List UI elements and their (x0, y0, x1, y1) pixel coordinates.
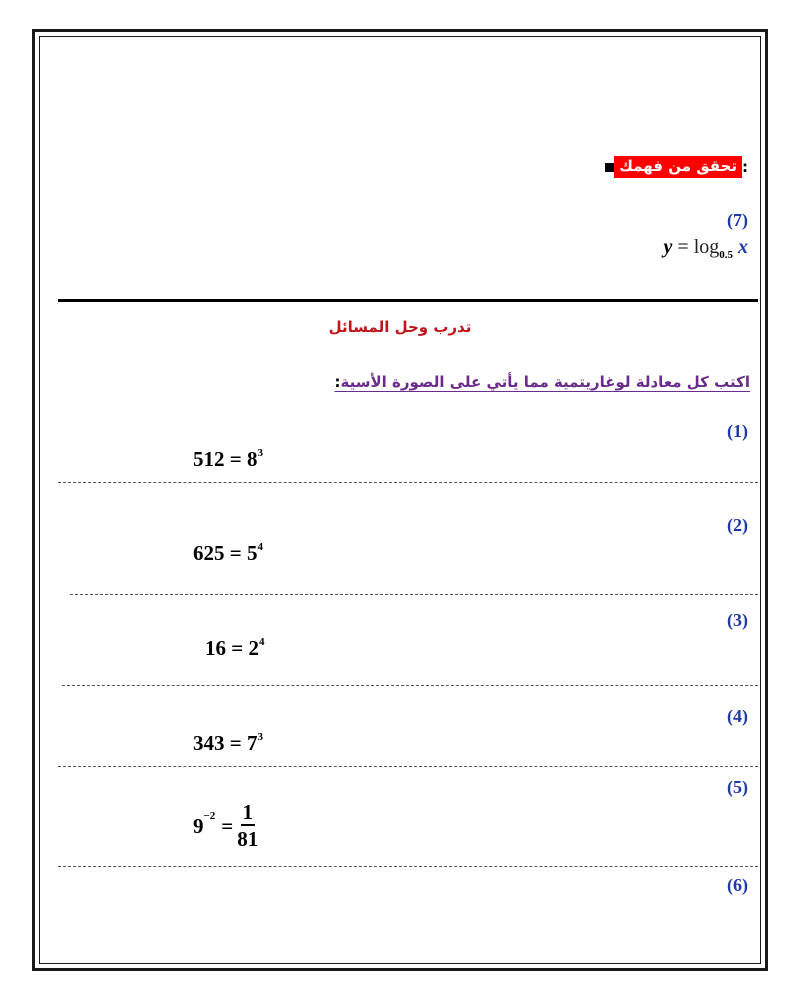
exercise-3-left: 16 = 2 (205, 636, 259, 660)
problem-7-number: (7) (727, 210, 748, 230)
exercise-2-left: 625 = 5 (193, 541, 258, 565)
exercise-5-denominator: 81 (237, 827, 259, 851)
exercise-5-equation (193, 800, 258, 852)
exercise-5-numerator: 1 (242, 800, 253, 824)
exercise-3-exponent: 4 (258, 636, 265, 648)
practice-instruction-text: اكتب كل معادلة لوغاريتمية مما يأتي على الصورة الأسية (340, 373, 750, 391)
exercise-4-equation (193, 731, 263, 756)
exercise-5-fraction (237, 800, 258, 852)
answer-line-3 (62, 685, 758, 686)
check-understanding-heading (601, 156, 750, 178)
problem-7-arg: x (738, 236, 748, 258)
answer-line-4 (58, 766, 758, 767)
practice-instruction (335, 373, 750, 391)
exercise-5-equals: = (221, 813, 234, 838)
exercise-3-equation (205, 636, 264, 661)
exercise-5-exponent: −2 (203, 810, 216, 822)
problem-7-equation (664, 236, 748, 259)
problem-7-equals: = (677, 236, 689, 258)
answer-line-1 (58, 482, 758, 483)
exercise-4-number: (4) (727, 706, 748, 726)
problem-7-log: log (693, 236, 720, 258)
exercise-2-equation (193, 541, 263, 566)
exercise-1-left: 512 = 8 (193, 447, 258, 471)
exercise-6-number: (6) (727, 875, 748, 895)
problem-7-base: 0.5 (719, 249, 733, 261)
answer-line-5 (58, 866, 758, 867)
check-understanding-title: تحقق من فهمك (614, 156, 742, 178)
exercise-5-base: 9 (193, 813, 204, 838)
exercise-4-left: 343 = 7 (193, 731, 258, 755)
exercise-1-exponent: 3 (257, 447, 263, 459)
square-bullet-icon (605, 163, 614, 172)
exercise-3-number: (3) (727, 610, 748, 630)
exercise-2-number: (2) (727, 515, 748, 535)
exercise-5-number: (5) (727, 777, 748, 797)
exercise-2-exponent: 4 (257, 541, 263, 553)
answer-line-2 (70, 594, 758, 595)
practice-title: تدرب وحل المسائل (328, 318, 472, 336)
exercise-1-number: (1) (727, 421, 748, 441)
exercise-1-equation (193, 447, 263, 472)
check-understanding-colon: : (742, 158, 748, 176)
problem-7-lhs: y (663, 236, 673, 258)
section-divider (58, 299, 758, 302)
exercise-4-exponent: 3 (257, 731, 263, 743)
practice-instruction-colon: : (334, 373, 341, 391)
